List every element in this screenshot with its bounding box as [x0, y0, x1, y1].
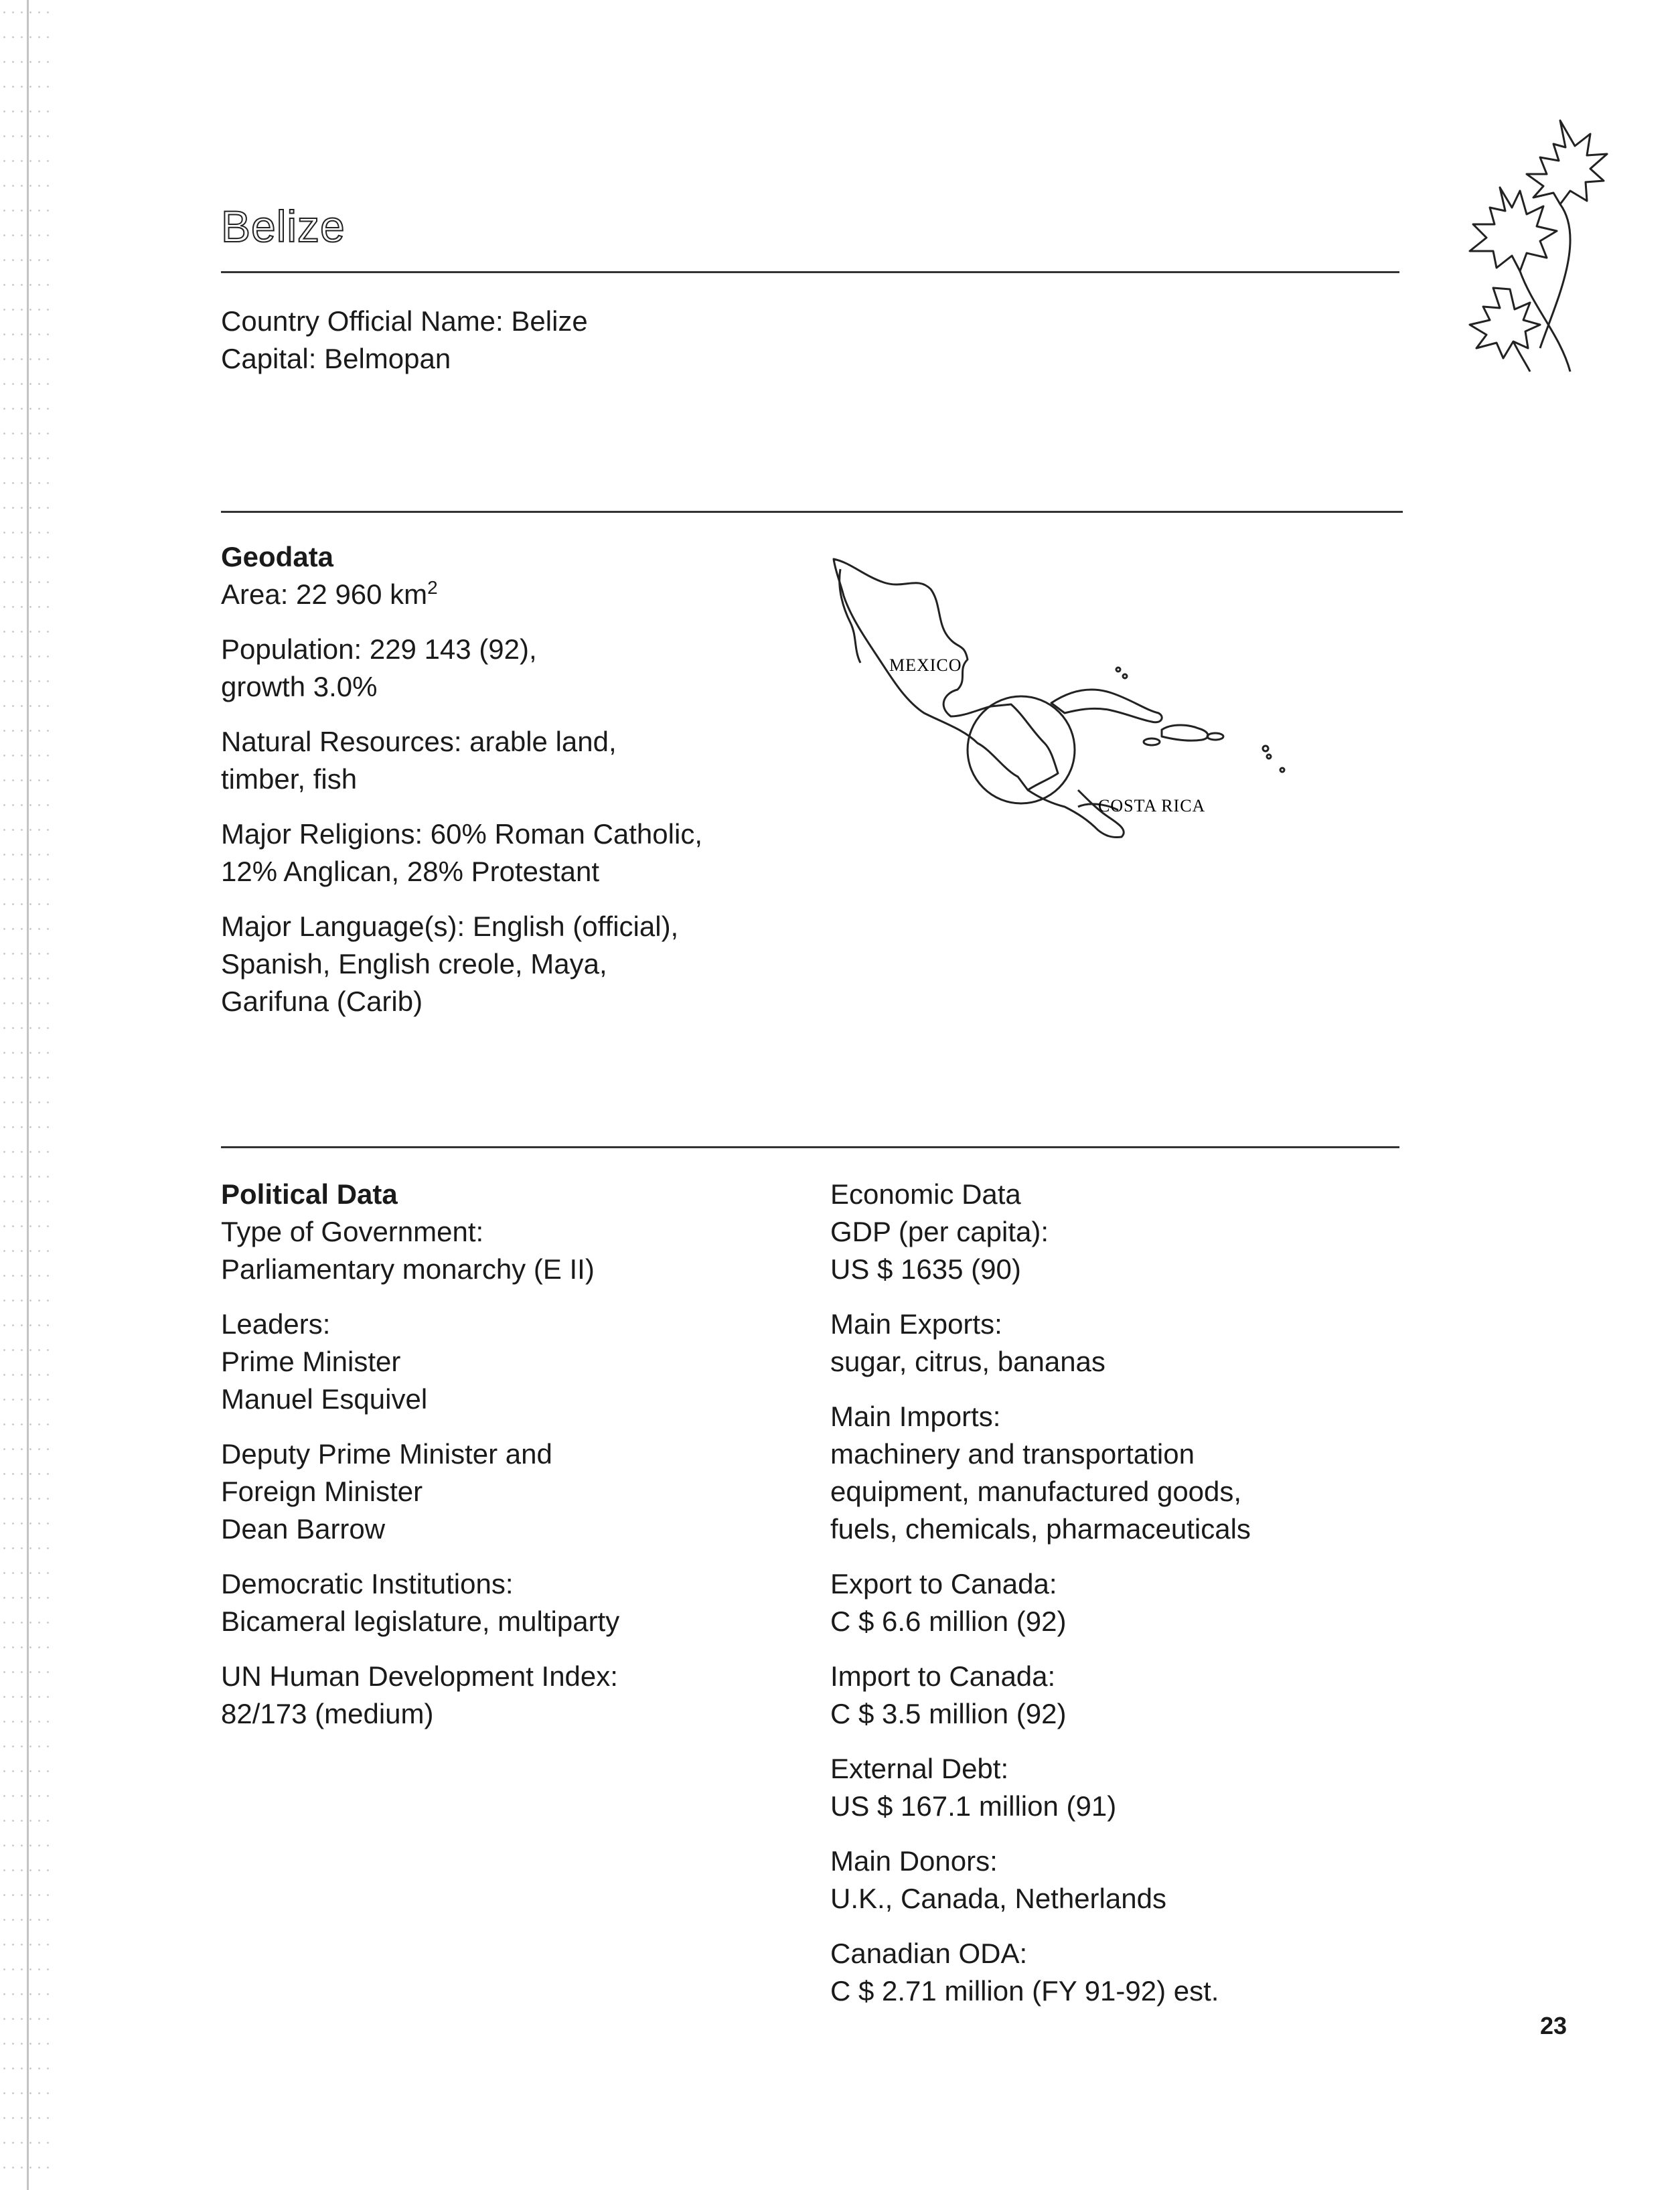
- external-debt-block: External Debt: US $ 167.1 million (91): [830, 1753, 1117, 1822]
- geodata-section: [221, 538, 702, 1038]
- maple-leaf-logo: [1453, 107, 1627, 388]
- imports-block: Main Imports: machinery and transportation equipment, manufactured goods, fuels, chemicals, pharmaceuticals: [830, 1401, 1251, 1545]
- data-rule: [221, 1146, 1399, 1148]
- hispaniola-outline: [1162, 725, 1208, 740]
- page-number: 23: [1540, 2012, 1568, 2039]
- natural-resources-block: Natural Resources: arable land, timber, fish: [221, 726, 617, 795]
- leaders-block: Leaders: Prime Minister Manuel Esquivel: [221, 1308, 428, 1415]
- institutions-block: Democratic Institutions: Bicameral legislature, multiparty: [221, 1568, 620, 1637]
- map-label-mexico: MEXICO: [889, 655, 962, 675]
- maple-leaf-middle-icon: [1470, 187, 1557, 271]
- cuba-outline: [1051, 690, 1162, 722]
- import-canada-block: Import to Canada: C $ 3.5 million (92): [830, 1660, 1067, 1729]
- political-section: [221, 1176, 797, 1750]
- population-block: Population: 229 143 (92), growth 3.0%: [221, 633, 537, 702]
- area: Area: 22 960 $km^2$: [221, 577, 438, 610]
- geodata-heading: Geodata: [221, 541, 334, 572]
- page-title: Belize: [221, 202, 346, 251]
- gdp-block: GDP (per capita): US $ 1635 (90): [830, 1216, 1049, 1285]
- map-label-costa-rica: COSTA RICA: [1098, 796, 1206, 815]
- government-block: Type of Government: Parliamentary monarchy (E II): [221, 1216, 595, 1285]
- baja-outline: [840, 569, 860, 663]
- hdi-block: UN Human Development Index: 82/173 (medium): [221, 1660, 618, 1729]
- oda-block: Canadian ODA: C $ 2.71 million (FY 91-92) est.: [830, 1938, 1219, 2007]
- scan-margin-line: [27, 0, 29, 2190]
- exports-block: Main Exports: sugar, citrus, bananas: [830, 1308, 1105, 1377]
- belize-locator-circle: [968, 696, 1075, 803]
- locator-map: [824, 549, 1332, 857]
- economic-heading: Economic Data: [830, 1178, 1021, 1210]
- languages-block: Major Language(s): English (official), Spanish, English creole, Maya, Garifuna (Carib): [221, 911, 679, 1017]
- deputy-pm-block: Deputy Prime Minister and Foreign Minister Dean Barrow: [221, 1438, 552, 1545]
- economic-section: [830, 1176, 1406, 2027]
- geodata-rule: [221, 511, 1403, 513]
- maple-leaf-lower-icon: [1470, 288, 1540, 358]
- maple-leaf-upper-icon: [1527, 121, 1607, 204]
- capital: Capital: Belmopan: [221, 343, 451, 374]
- title-rule: [221, 271, 1399, 273]
- export-canada-block: Export to Canada: C $ 6.6 million (92): [830, 1568, 1067, 1637]
- donors-block: Main Donors: U.K., Canada, Netherlands: [830, 1845, 1166, 1914]
- religions-block: Major Religions: 60% Roman Catholic, 12% Anglican, 28% Protestant: [221, 818, 702, 887]
- official-name: Country Official Name: Belize: [221, 305, 588, 337]
- header-info: [221, 303, 588, 378]
- political-heading: Political Data: [221, 1178, 398, 1210]
- leaf-stem-icon: [1540, 204, 1570, 348]
